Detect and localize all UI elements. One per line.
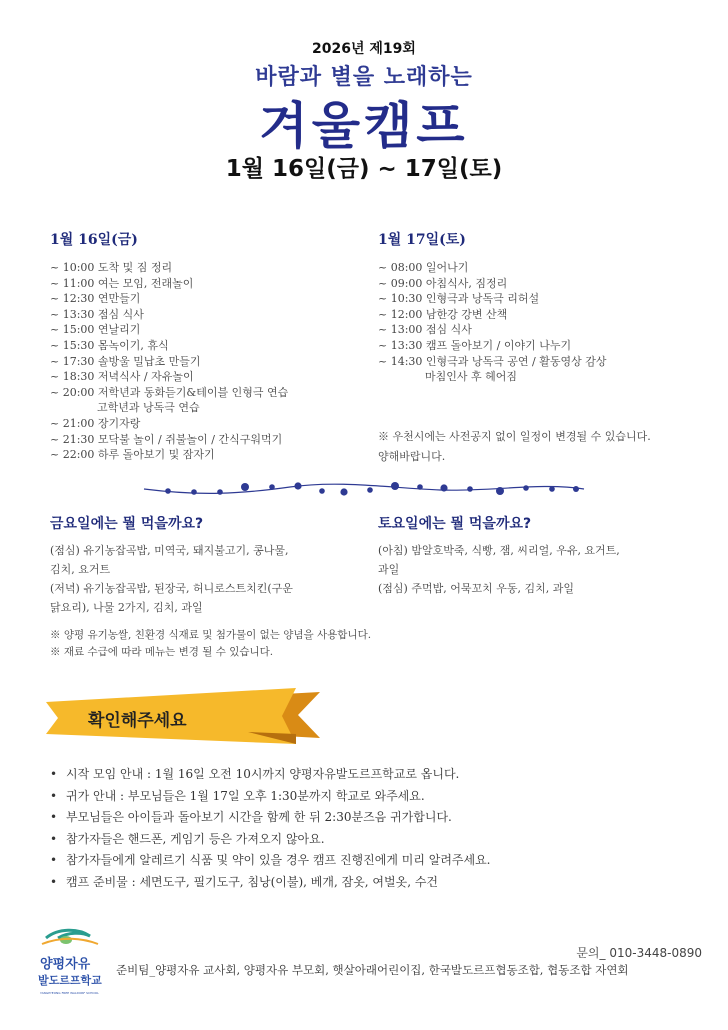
friday-food-menu: [50, 541, 293, 617]
menu-line: 과일: [378, 563, 400, 576]
menu-line: 닭요리), 나물 2가지, 김치, 과일: [50, 601, 203, 614]
checklist-item-text: 참가자들은 핸드폰, 게임기 등은 가져오지 않아요.: [66, 831, 325, 846]
schedule-item-continuation: 마침인사 후 헤어짐: [425, 370, 518, 384]
checklist-item-text: 부모님들은 아이들과 돌아보기 시간을 함께 한 뒤 2:30분즈음 귀가합니다.: [66, 810, 452, 824]
schedule-item: ~ 21:00 장기자랑: [50, 416, 141, 430]
day1-heading: 1월 16일(금): [50, 232, 138, 248]
checklist-item-text: 귀가 안내 : 부모님들은 1월 17일 오후 1:30분까지 학교로 와주세요.: [66, 788, 425, 803]
schedule-item: ~ 15:30 몸녹이기, 휴식: [50, 338, 169, 352]
schedule-item: ~ 15:00 연날리기: [50, 323, 141, 337]
schedule-item: ~ 20:00 저학년과 동화듣기&테이블 인형극 연습: [50, 385, 289, 399]
schedule-item: ~ 09:00 아침식사, 짐정리: [378, 276, 508, 290]
checklist-item: [50, 807, 491, 829]
food-note-line: ※ 재료 수급에 따라 메뉴는 변경 될 수 있습니다.: [50, 646, 274, 658]
bullet-icon: •: [50, 810, 58, 824]
menu-line: (점심) 유기농잡곡밥, 미역국, 돼지불고기, 콩나물,: [50, 544, 289, 557]
bullet-icon: •: [50, 788, 58, 803]
logo-small-text: YANGPYEONG FREE WALDORF SCHOOL: [40, 991, 99, 995]
schedule-item: ~ 08:00 일어나기: [378, 261, 469, 274]
menu-line: 김치, 요거트: [50, 563, 111, 576]
friday-food-heading: 금요일에는 뭘 먹을까요?: [50, 516, 204, 532]
schedule-item: ~ 17:30 솔방울 밀납초 만들기: [50, 354, 201, 368]
saturday-food-menu: [378, 541, 620, 598]
bullet-icon: •: [50, 853, 58, 867]
schedule-item: ~ 22:00 하루 돌아보기 및 잠자기: [50, 448, 215, 462]
schedule-item: ~ 12:30 연만들기: [50, 292, 141, 306]
day2-schedule-list: [378, 260, 607, 385]
camp-title: 겨울캠프: [259, 97, 469, 155]
checklist-item-text: 시작 모임 안내 : 1월 16일 오전 10시까지 양평자유발도르프학교로 옵니다.: [66, 767, 460, 781]
checklist-item: [50, 786, 491, 808]
schedule-item: ~ 13:00 점심 식사: [378, 323, 472, 337]
checklist: [50, 764, 491, 893]
schedule-item: ~ 12:00 남한강 강변 산책: [378, 307, 508, 321]
logo-text-line1: 양평자유: [40, 957, 91, 972]
schedule-item-continuation: 고학년과 낭독극 연습: [97, 401, 200, 415]
schedule-item: ~ 10:00 도착 및 짐 정리: [50, 261, 173, 274]
contact-info: 문의_ 010-3448-0890: [576, 946, 702, 960]
camp-edition: 2026년 제19회: [312, 41, 416, 57]
day2-heading: 1월 17일(토): [378, 232, 466, 248]
schedule-item: ~ 18:30 저녁식사 / 자유놀이: [50, 370, 194, 384]
menu-line: (점심) 주먹밥, 어묵꼬치 우동, 김치, 과일: [378, 582, 574, 595]
saturday-food-heading: 토요일에는 뭘 먹을까요?: [378, 516, 532, 532]
logo-text-line2: 발도르프학교: [38, 974, 102, 987]
checklist-item: [50, 850, 491, 872]
check-banner-label: 확인해주세요: [88, 711, 187, 731]
schedule-item: ~ 14:30 인형극과 낭독극 공연 / 활동영상 감상: [378, 354, 607, 368]
school-logo: [38, 926, 104, 1000]
checklist-item: [50, 829, 491, 851]
menu-line: (아침) 밤알호박죽, 식빵, 잼, 씨리얼, 우유, 요거트,: [378, 544, 620, 557]
checklist-item: [50, 872, 491, 894]
bullet-icon: •: [50, 767, 58, 781]
bullet-icon: •: [50, 874, 58, 889]
checklist-item: [50, 764, 491, 786]
schedule-item: ~ 21:30 모닥불 놀이 / 쥐불놀이 / 간식구워먹기: [50, 432, 283, 446]
food-notes: [50, 627, 371, 661]
schedule-item: ~ 13:30 캠프 돌아보기 / 이야기 나누기: [378, 338, 572, 352]
bullet-icon: •: [50, 831, 58, 846]
weather-note-line: 양해바랍니다.: [378, 450, 446, 463]
camp-dates: 1월 16일(금) ~ 17일(토): [225, 156, 503, 182]
weather-note-line: ※ 우천시에는 사전공지 없이 일정이 변경될 수 있습니다.: [378, 430, 651, 443]
schedule-item: ~ 10:30 인형극과 낭독극 리허설: [378, 292, 540, 306]
food-note-line: ※ 양평 유기농쌀, 친환경 식재료 및 첨가물이 없는 양념을 사용합니다.: [50, 629, 372, 641]
day1-schedule-list: [50, 260, 288, 463]
schedule-item: ~ 13:30 점심 식사: [50, 307, 144, 321]
checklist-item-text: 캠프 준비물 : 세면도구, 필기도구, 침낭(이불), 베개, 잠옷, 여벌옷, 수건: [66, 874, 439, 889]
weather-note: [378, 427, 651, 467]
organizers: 준비팀_양평자유 교사회, 양평자유 부모회, 햇살아래어린이집, 한국발도르프협동조합, 협동조합 자연회: [116, 963, 629, 977]
checklist-item-text: 참가자들에게 알레르기 식품 및 약이 있을 경우 캠프 진행진에게 미리 알려주세요.: [66, 853, 491, 867]
wave-divider: [140, 476, 588, 502]
menu-line: (저녁) 유기농잡곡밥, 된장국, 허니로스트치킨(구운: [50, 582, 293, 595]
schedule-item: ~ 11:00 여는 모임, 전래놀이: [50, 276, 194, 290]
camp-subtitle: 바람과 별을 노래하는: [255, 65, 473, 90]
